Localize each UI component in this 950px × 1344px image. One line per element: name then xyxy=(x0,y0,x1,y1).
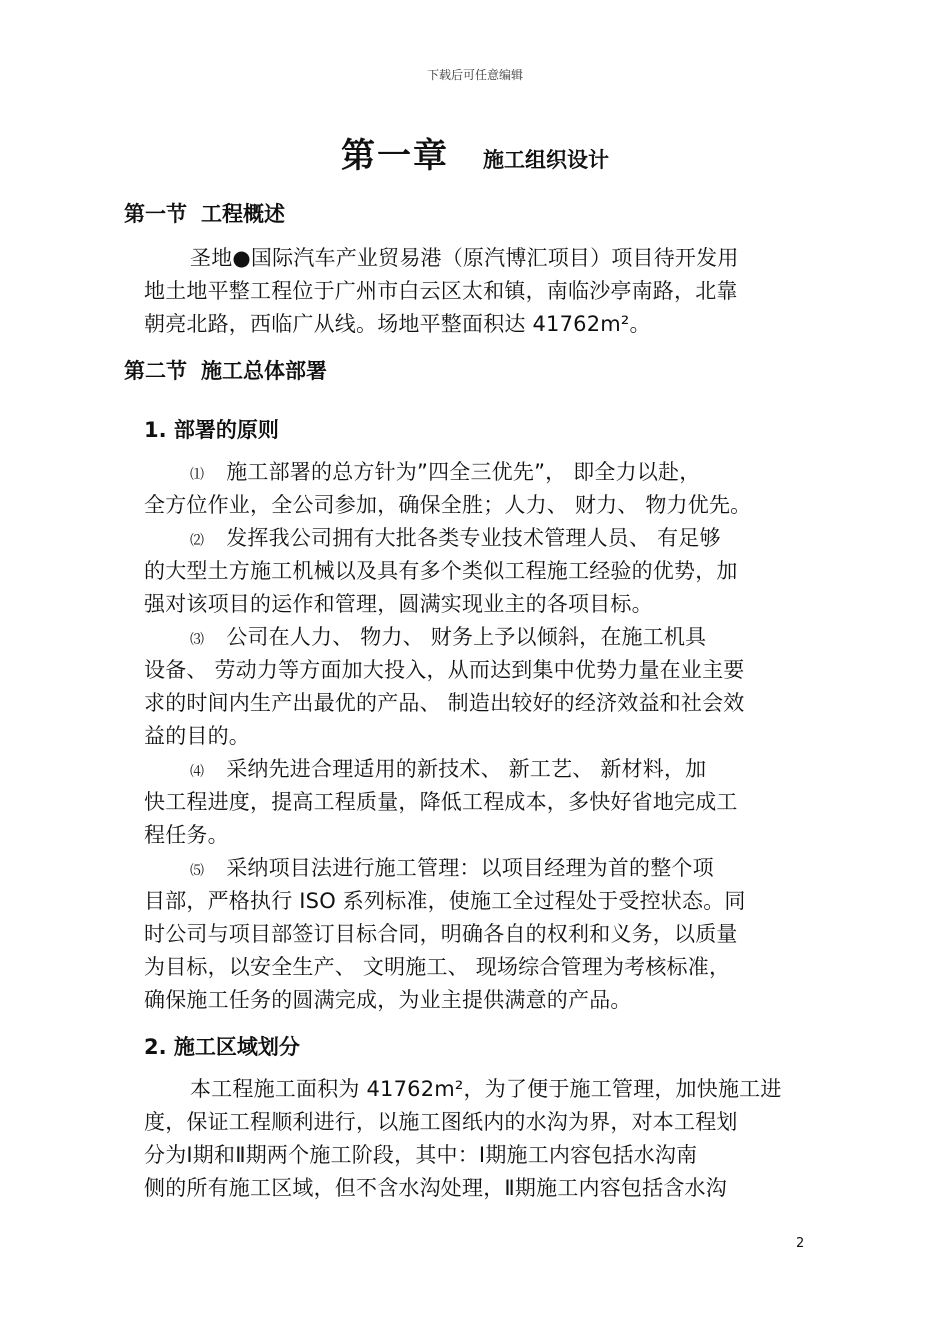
paragraph-line: 目部，严格执行 ISO 系列标准，使施工全过程处于受控状态。同 xyxy=(144,889,746,913)
paragraph-line: 时公司与项目部签订目标合同，明确各自的权利和义务，以质量 xyxy=(144,922,738,946)
subsection-heading-1: 1. 部署的原则 xyxy=(144,418,279,442)
paragraph-line: 侧的所有施工区域，但不含水沟处理，Ⅱ期施工内容包括含水沟 xyxy=(144,1176,727,1200)
paragraph-line: 求的时间内生产出最优的产品、 制造出较好的经济效益和社会效 xyxy=(144,691,745,715)
paragraph-line: 程任务。 xyxy=(144,823,229,847)
chapter-title xyxy=(0,128,950,177)
page-header: 下载后可任意编辑 xyxy=(426,68,523,82)
paragraph-line: 朝亮北路，西临广从线。场地平整面积达 41762m²。 xyxy=(144,312,651,336)
list-item: ⑷ 采纳先进合理适用的新技术、 新工艺、 新材料，加 xyxy=(190,757,707,781)
list-item: ⑸ 采纳项目法进行施工管理：以项目经理为首的整个项 xyxy=(190,856,714,880)
paragraph-line: 的大型土方施工机械以及具有多个类似工程施工经验的优势，加 xyxy=(144,559,738,583)
paragraph-line: 本工程施工面积为 41762m²，为了便于施工管理，加快施工进 xyxy=(190,1077,782,1101)
paragraph-line: 确保施工任务的圆满完成，为业主提供满意的产品。 xyxy=(144,988,632,1012)
list-item: ⑶ 公司在人力、 物力、 财务上予以倾斜，在施工机具 xyxy=(190,625,707,649)
paragraph-line: 度，保证工程顺利进行，以施工图纸内的水沟为界，对本工程划 xyxy=(144,1110,738,1134)
paragraph-line: 快工程进度，提高工程质量，降低工程成本，多快好省地完成工 xyxy=(144,790,738,814)
chapter-subtitle: 施工组织设计 xyxy=(483,148,609,172)
subsection-heading-2: 2. 施工区域划分 xyxy=(144,1035,300,1059)
section-heading-2: 第二节 施工总体部署 xyxy=(124,359,327,383)
paragraph-line: 为目标，以安全生产、 文明施工、 现场综合管理为考核标准， xyxy=(144,955,731,979)
list-item: ⑴ 施工部署的总方针为”四全三优先”， 即全力以赴， xyxy=(190,460,701,484)
page-number: 2 xyxy=(796,1236,805,1251)
list-item: ⑵ 发挥我公司拥有大批各类专业技术管理人员、 有足够 xyxy=(190,526,721,550)
section-heading-1: 第一节 工程概述 xyxy=(124,202,285,226)
paragraph-line: 圣地●国际汽车产业贸易港（原汽博汇项目）项目待开发用 xyxy=(190,246,739,270)
paragraph-line: 分为Ⅰ期和Ⅱ期两个施工阶段，其中：Ⅰ期施工内容包括水沟南 xyxy=(144,1143,698,1167)
paragraph-line: 益的目的。 xyxy=(144,724,250,748)
chapter-number: 第一章 xyxy=(341,136,449,176)
paragraph-line: 全方位作业，全公司参加，确保全胜；人力、 财力、 物力优先。 xyxy=(144,493,752,517)
paragraph-line: 地土地平整工程位于广州市白云区太和镇，南临沙亭南路，北靠 xyxy=(144,279,738,303)
paragraph-line: 强对该项目的运作和管理，圆满实现业主的各项目标。 xyxy=(144,592,653,616)
paragraph-line: 设备、 劳动力等方面加大投入，从而达到集中优势力量在业主要 xyxy=(144,658,745,682)
